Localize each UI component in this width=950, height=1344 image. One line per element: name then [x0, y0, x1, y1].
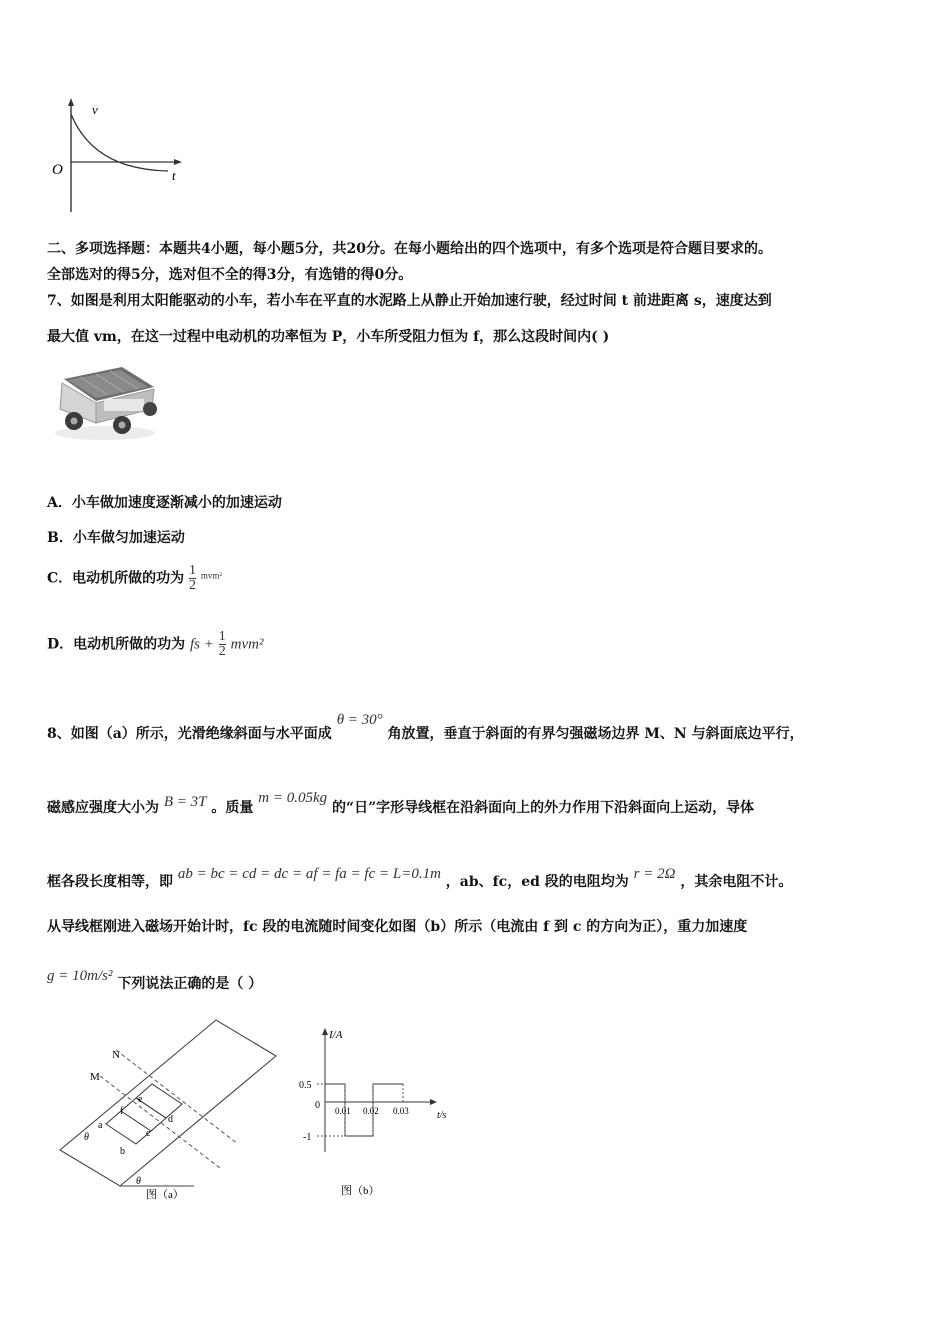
- i-axis-arrow: [322, 1028, 328, 1035]
- v-axis-arrow: [68, 98, 74, 106]
- wire-frame-top: [136, 1084, 182, 1118]
- label-theta-left: θ: [84, 1132, 89, 1143]
- q7-option-d-expr: mvm²: [230, 636, 264, 653]
- y-tick-05: 0.5: [299, 1080, 312, 1091]
- q8-p2-post: 的“日”字形导线框在沿斜面向上的外力作用下沿斜面向上运动，导体: [332, 800, 755, 816]
- x-tick-003: 0.03: [393, 1106, 409, 1116]
- q8-p3-pre: 框各段长度相等，即: [47, 874, 173, 890]
- figure-b: [293, 1026, 468, 1201]
- half-fraction: $\frac{1}{2}$: [218, 629, 226, 659]
- label-c: c: [146, 1128, 151, 1139]
- q8-p2-mid: 。质量: [211, 800, 254, 816]
- y-tick-neg1: -1: [303, 1132, 312, 1143]
- m-expr: m = 0.05kg: [258, 790, 328, 806]
- length-expr: ab = bc = cd = dc = af = fa = fc = L=0.1m: [177, 866, 441, 882]
- solar-car-image: [50, 365, 160, 445]
- q7-option-c-text: C．电动机所做的功为: [47, 570, 185, 587]
- label-f: f: [120, 1106, 124, 1117]
- q8-p3-post: ，其余电阻不计。: [680, 874, 793, 890]
- q8-p3-mid: ，ab、fc，ed 段的电阻均为: [445, 874, 629, 890]
- q7-stem-line1: 7、如图是利用太阳能驱动的小车，若小车在平直的水泥路上从静止开始加速行驶，经过时间 t 前进距离 s，速度达到: [47, 293, 772, 309]
- g-expr: g = 10m/s²: [47, 968, 113, 984]
- q8-stem-p4: 从导线框刚进入磁场开始计时，fc 段的电流随时间变化如图（b）所示（电流由 f 到 c 的方向为正），重力加速度: [47, 919, 748, 935]
- t-axis-arrow: [174, 159, 182, 165]
- origin-label: O: [52, 162, 63, 178]
- q8-question: 下列说法正确的是（ ）: [117, 976, 263, 992]
- label-a: a: [98, 1120, 103, 1131]
- q8-stem-p2: [47, 790, 754, 817]
- label-theta-bottom: θ: [136, 1176, 141, 1187]
- boundary-n: [116, 1050, 238, 1144]
- q8-stem-p1: [47, 712, 804, 743]
- origin-tick: 0: [315, 1100, 320, 1111]
- label-e: e: [138, 1094, 143, 1105]
- x-tick-002: 0.02: [363, 1106, 379, 1116]
- q7-stem-line2: 最大值 vm，在这一过程中电动机的功率恒为 P，小车所受阻力恒为 f，那么这段时间内( ): [47, 329, 610, 345]
- y-axis-label: I/A: [329, 1029, 343, 1041]
- x-axis-label: t/s: [437, 1110, 447, 1121]
- q8-p1-pre: 8、如图（a）所示，光滑绝缘斜面与水平面成: [47, 726, 332, 742]
- half-fraction: $\frac{1}{2}$: [189, 563, 197, 593]
- theta-expr: θ = 30°: [336, 712, 383, 728]
- label-d: d: [168, 1114, 173, 1125]
- q7-option-d: [47, 630, 263, 659]
- vt-graph: [40, 96, 190, 216]
- figure-a: [48, 1018, 293, 1203]
- incline-plane: [60, 1020, 276, 1186]
- t-axis-label: t: [172, 168, 176, 183]
- q8-stem-p5: [47, 968, 262, 993]
- time-axis-arrow: [430, 1099, 437, 1105]
- q8-p1-post: 角放置，垂直于斜面的有界匀强磁场边界 M、N 与斜面底边平行，: [387, 726, 804, 742]
- q8-p2-pre: 磁感应强度大小为: [47, 800, 159, 816]
- figure-a-caption: 图（a）: [146, 1189, 184, 1201]
- q7-option-b: B．小车做匀加速运动: [47, 530, 185, 546]
- r-expr: r = 2Ω: [633, 866, 676, 882]
- section2-rules: 全部选对的得5分，选对但不全的得3分，有选错的得0分。: [47, 267, 413, 283]
- b-expr: B = 3T: [163, 794, 207, 810]
- figure-b-caption: 图（b）: [341, 1185, 380, 1197]
- label-b: b: [120, 1146, 125, 1157]
- q7-option-c: [47, 564, 222, 593]
- q7-option-c-expr: mvm²: [200, 570, 223, 581]
- v-axis-label: v: [92, 102, 98, 117]
- q7-option-d-prefix: fs +: [190, 636, 214, 653]
- section2-heading: 二、多项选择题：本题共4小题，每小题5分，共20分。在每小题给出的四个选项中，有多个选项是符合题目要求的。: [47, 241, 772, 257]
- q7-option-a: A．小车做加速度逐渐减小的加速运动: [47, 495, 282, 511]
- label-m: M: [90, 1071, 100, 1083]
- label-n: N: [112, 1049, 120, 1061]
- x-tick-001: 0.01: [335, 1106, 351, 1116]
- q8-stem-p3: [47, 866, 792, 891]
- q7-option-d-text: D．电动机所做的功为: [47, 636, 186, 653]
